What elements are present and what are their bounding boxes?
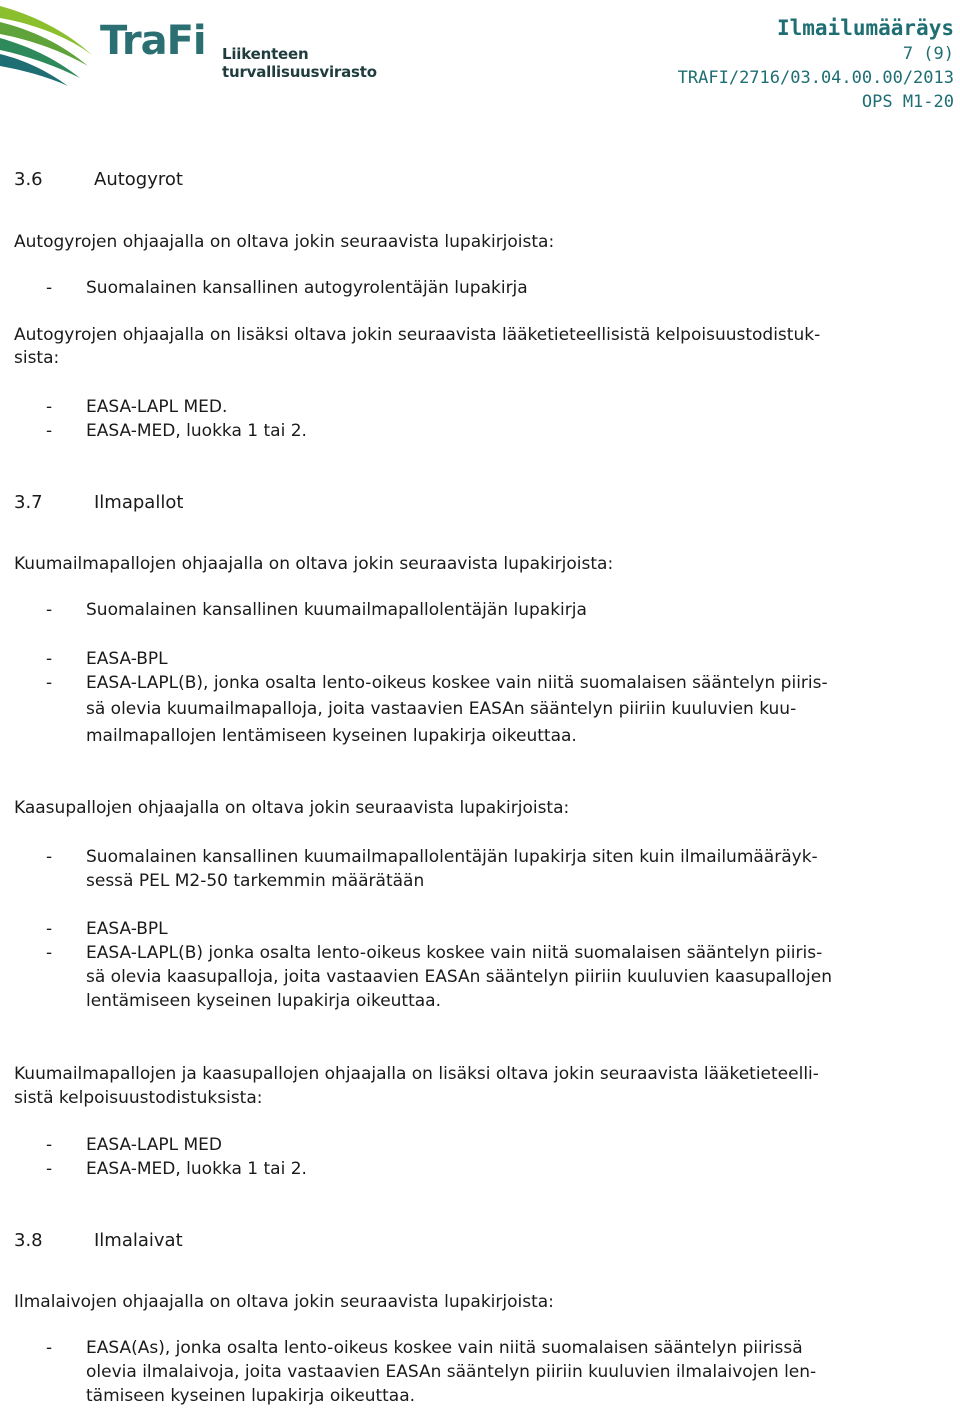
list-marker: - (46, 1159, 53, 1179)
doc-type: Ilmailumääräys (776, 16, 954, 40)
paragraph: Kuumailmapallojen ja kaasupallojen ohjaajalla on lisäksi oltava jokin seuraavista lääketieteelli- (14, 1064, 819, 1084)
list-item-text: EASA-MED, luokka 1 tai 2. (86, 421, 307, 441)
list-item-text: lentämiseen kyseinen lupakirja oikeuttaa. (86, 991, 441, 1011)
list-marker: - (46, 600, 53, 620)
list-marker: - (46, 649, 53, 669)
paragraph: Autogyrojen ohjaajalla on oltava jokin seuraavista lupakirjoista: (14, 232, 555, 252)
section-number: 3.8 (14, 1230, 43, 1251)
list-item-text: Suomalainen kansallinen kuumailmapallolentäjän lupakirja (86, 600, 587, 620)
list-item-text: EASA-LAPL(B), jonka osalta lento-oikeus koskee vain niitä suomalaisen sääntelyn piiris- (86, 673, 828, 693)
section-title: Autogyrot (94, 169, 183, 190)
list-item-text: sessä PEL M2-50 tarkemmin määrätään (86, 871, 425, 891)
list-item-text: Suomalainen kansallinen autogyrolentäjän lupakirja (86, 278, 528, 298)
section-heading-3-8 (14, 1229, 183, 1252)
list-marker: - (46, 919, 53, 939)
paragraph: sistä kelpoisuustodistuksista: (14, 1088, 263, 1108)
section-heading-3-7 (14, 491, 183, 514)
list-item-text: EASA-MED, luokka 1 tai 2. (86, 1159, 307, 1179)
list-item-text: EASA-BPL (86, 919, 168, 939)
list-marker: - (46, 1338, 53, 1358)
list-item-text: EASA(As), jonka osalta lento-oikeus koskee vain niitä suomalaisen sääntelyn piirissä (86, 1338, 803, 1358)
list-marker: - (46, 1135, 53, 1155)
list-marker: - (46, 397, 53, 417)
list-item-text: EASA-LAPL MED (86, 1135, 222, 1155)
list-item-text: tämiseen kyseinen lupakirja oikeuttaa. (86, 1386, 416, 1406)
list-item-text: mailmapallojen lentämiseen kyseinen lupakirja oikeuttaa. (86, 726, 577, 746)
doc-reference: TRAFI/2716/03.04.00.00/2013 (677, 68, 954, 88)
paragraph: Kuumailmapallojen ohjaajalla on oltava jokin seuraavista lupakirjoista: (14, 554, 614, 574)
paragraph: Ilmalaivojen ohjaajalla on oltava jokin seuraavista lupakirjoista: (14, 1292, 554, 1312)
section-title: Ilmalaivat (94, 1230, 183, 1251)
list-item-text: EASA-BPL (86, 649, 168, 669)
section-number: 3.6 (14, 169, 43, 190)
trafi-logo (0, 0, 440, 90)
paragraph: sista: (14, 348, 60, 368)
page-number: 7 (9) (902, 44, 954, 64)
logo-wordmark: TraFi (100, 18, 206, 64)
section-number: 3.7 (14, 492, 43, 513)
paragraph: Kaasupallojen ohjaajalla on oltava jokin seuraavista lupakirjoista: (14, 798, 570, 818)
list-item-text: olevia ilmalaivoja, joita vastaavien EASAn sääntelyn piiriin kuuluvien ilmalaivojen len- (86, 1362, 817, 1382)
list-marker: - (46, 673, 53, 693)
list-marker: - (46, 278, 53, 298)
list-item-text: sä olevia kuumailmapalloja, joita vastaavien EASAn sääntelyn piiriin kuuluvien kuu- (86, 699, 797, 719)
document-header (678, 14, 954, 114)
paragraph: Autogyrojen ohjaajalla on lisäksi oltava jokin seuraavista lääketieteellisistä kelpoisuustodistuk- (14, 325, 821, 345)
section-title: Ilmapallot (94, 492, 184, 513)
section-heading-3-6 (14, 168, 183, 191)
doc-code: OPS M1-20 (861, 92, 954, 112)
list-marker: - (46, 847, 53, 867)
logo-subtitle: Liikenteen turvallisuusvirasto (222, 45, 377, 81)
list-item-text: Suomalainen kansallinen kuumailmapallolentäjän lupakirja siten kuin ilmailumääräyk- (86, 847, 818, 867)
list-item-text: sä olevia kaasupalloja, joita vastaavien EASAn sääntelyn piiriin kuuluvien kaasupallojen (86, 967, 832, 987)
list-item-text: EASA-LAPL(B) jonka osalta lento-oikeus koskee vain niitä suomalaisen sääntelyn piiris- (86, 943, 823, 963)
list-marker: - (46, 943, 53, 963)
list-item-text: EASA-LAPL MED. (86, 397, 228, 417)
list-marker: - (46, 421, 53, 441)
